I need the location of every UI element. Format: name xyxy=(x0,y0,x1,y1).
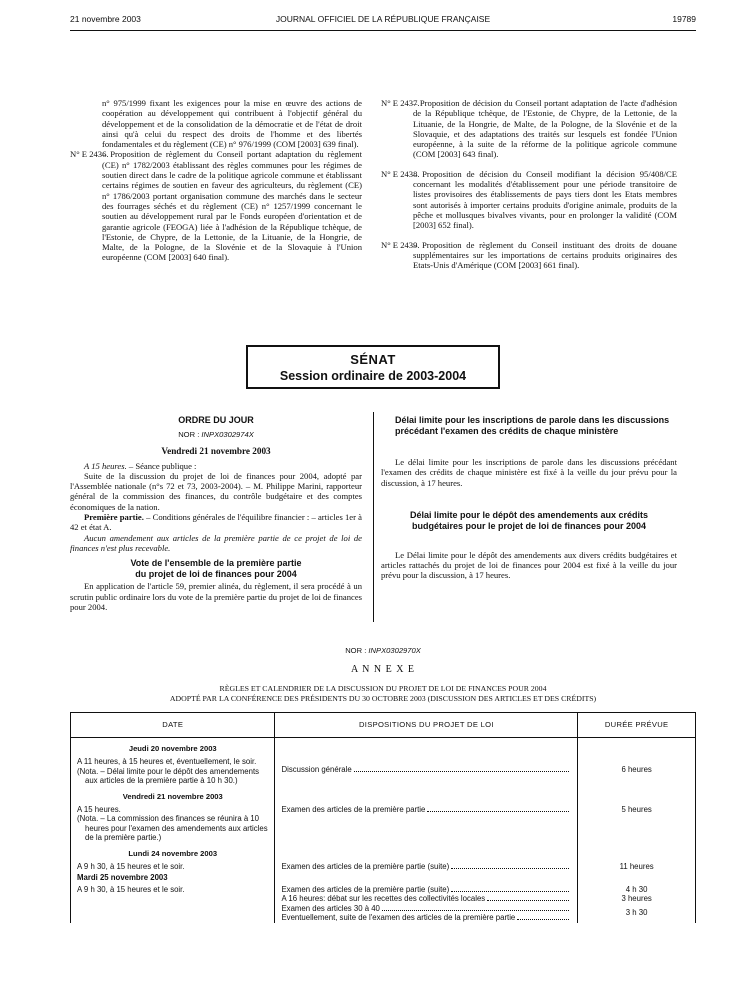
item-text: – Proposition de règlement du Conseil portant adaptation du règlement (CE) n° 1782/2003 établissant des règles communes pour les régimes de soutien direct dans le cadre de la politique agricole commune et établissant certains régimes de soutien en faveur des agriculteurs, du règlement (CE) n° 1786/2003 portant organisation commune des marchés dans le secteur des fourrages séchés et du règlement (CE) n° 1257/1999 concernant le soutien au développement rural par le Fonds européen d'orientation et de garantie agricole (FEOGA) liée à l'adhésion de la République tchèque, de l'Estonie, de Chypre, de la Lettonie, de la Lituanie, de la Hongrie, de Malte, de la Pologne, de la Slovénie et de la Slovaquie à l'Union européenne (COM [2003] 640 final). xyxy=(102,149,362,263)
column-divider xyxy=(373,412,374,622)
table-header-row xyxy=(71,713,696,738)
date-cell: A 9 h 30, à 15 heures et le soir. xyxy=(71,858,275,871)
annexe-subtitle-line-2: ADOPTÉ PAR LA CONFÉRENCE DES PRÉSIDENTS DU 30 OCTOBRE 2003 (DISCUSSION DES ARTICLES ET DES CRÉDITS) xyxy=(169,694,597,703)
header-dispositions: DISPOSITIONS DU PROJET DE LOI xyxy=(275,713,578,738)
top-left-column xyxy=(70,98,362,272)
part-text: – Conditions générales de l'équilibre financier : – articles 1er à 42 et état A. xyxy=(70,512,362,533)
list-item xyxy=(381,98,677,160)
amendment-note: Aucun amendement aux articles de la première partie de ce projet de loi de finances n'est plus recevable. xyxy=(70,532,362,553)
item-text: – Proposition de règlement du Conseil instituant des droits de douane supplémentaires sur les importations de certains produits originaires des Etats-Unis d'Amérique (COM [2003] 661 final). xyxy=(413,239,677,271)
date-cell: A 9 h 30, à 15 heures et le soir. xyxy=(71,883,275,923)
time-text: A 11 heures, à 15 heures et, éventuellement, le soir. xyxy=(77,757,257,767)
delai-section xyxy=(381,415,677,581)
seance-line xyxy=(70,461,362,471)
table-row xyxy=(71,738,696,754)
continued-item-text: n° 975/1999 fixant les exigences pour la mise en œuvre des actions de coopération au développement qui contribuent à l'objectif général du développement et de la consolidation de la démocratie et de l'état de droit ainsi qu'à celui du respect des droits de l'homme et des libertés fondamentales et du règlement (CE) n° 976/1999 (COM [2003] 639 final). xyxy=(102,98,362,150)
duration-text: 4 h 30 xyxy=(625,884,648,894)
table-row xyxy=(71,883,696,923)
delai-title-2: Délai limite pour le dépôt des amendements aux crédits budgétaires pour le projet de loi de finances pour 2004 xyxy=(409,509,649,531)
senat-title-box xyxy=(246,345,500,389)
page-number: 19789 xyxy=(672,14,696,24)
day-label: Lundi 24 novembre 2003 xyxy=(71,843,275,858)
part-line xyxy=(70,512,362,533)
table-row xyxy=(71,753,696,785)
date-cell xyxy=(71,801,275,843)
duration-text: 3 heures xyxy=(621,894,652,904)
session-title: Session ordinaire de 2003-2004 xyxy=(279,369,467,383)
ordre-title: ORDRE DU JOUR xyxy=(178,415,254,425)
table-row xyxy=(71,786,696,801)
disposition-cell xyxy=(275,883,578,923)
disposition-text: Examen des articles de la première partie (suite) xyxy=(281,884,450,894)
disposition-cell xyxy=(275,801,578,843)
table-row xyxy=(71,871,696,882)
annexe-title: A N N E X E xyxy=(350,664,416,675)
nor-label: NOR : xyxy=(178,430,202,439)
nota-text: (Nota. – Délai limite pour le dépôt des amendements aux articles de la première partie à 10 h 30.) xyxy=(77,766,260,786)
ordre-du-jour-section xyxy=(70,415,362,612)
item-text: – Proposition de décision du Conseil portant adaptation de l'acte d'adhésion de la République tchèque, de l'Estonie, de Chypre, de la Lettonie, de la Lituanie, de la Hongrie, de Malte, de la Pologne, de la Slovénie et de la Slovaquie, et des adaptations des traités sur lesquels est fondée l'Union européenne, à la suite de la réforme de la politique agricole commune (COM [2003] 643 final). xyxy=(413,98,677,160)
item-number: N° E 2437. xyxy=(381,98,420,108)
list-item xyxy=(381,169,677,231)
annexe-subtitle-line-1: RÈGLES ET CALENDRIER DE LA DISCUSSION DU PROJET DE LOI DE FINANCES POUR 2004 xyxy=(219,684,547,693)
vote-title-line-2: du projet de loi de finances pour 2004 xyxy=(135,569,297,580)
table-row xyxy=(71,858,696,871)
header-duree: DURÉE PRÉVUE xyxy=(578,713,696,738)
duration-cell: 6 heures xyxy=(578,753,696,785)
item-text: – Proposition de décision du Conseil modifiant la décision 95/408/CE concernant les modalités d'établissement pour une période transitoire de listes provisoires des établissements de pays tiers dont les Etats membres sont autorisés à importer certains produits d'origine animale, produits de la pêche et mollusques bivalves vivants, pour en prolonger la validité (COM [2003] 652 final). xyxy=(413,168,677,231)
item-number: N° E 2438. xyxy=(381,168,420,179)
date-cell xyxy=(71,753,275,785)
item-number: N° E 2439. xyxy=(381,239,420,250)
table-row xyxy=(71,843,696,858)
seance-body: Suite de la discussion du projet de loi de finances pour 2004, adopté par l'Assemblée nationale (n°s 72 et 73, 2003-2004). – M. Philippe Marini, rapporteur général de la commission des finances, du contrôle budgétaire et des comptes économiques de la nation. xyxy=(70,470,362,512)
senat-title: SÉNAT xyxy=(350,352,396,367)
disposition-text: Examen des articles de la première partie xyxy=(281,805,426,815)
delai-text-1: Le délai limite pour les inscriptions de parole dans les discussions précédant l'examen des crédits de chaque ministère est fixé à la veille du jour prévu pour la discussion, à 17 heures. xyxy=(381,457,677,488)
disposition-text: Examen des articles de la première partie (suite) xyxy=(281,862,450,872)
disposition-text: A 16 heures: débat sur les recettes des collectivités locales xyxy=(281,894,486,904)
disposition-text: Eventuellement, suite de l'examen des articles de la première partie xyxy=(281,913,516,923)
day-label: Vendredi 21 novembre 2003 xyxy=(71,786,275,801)
list-item xyxy=(70,149,362,262)
annexe-nor-code: INPX0302970X xyxy=(368,646,421,655)
table-row xyxy=(71,801,696,843)
item-number: N° E 2436. xyxy=(70,149,109,160)
header-date: 21 novembre 2003 xyxy=(70,14,141,24)
nor-reference xyxy=(70,430,362,440)
annexe-nor-label: NOR : xyxy=(345,646,369,655)
seance-time: A 15 heures. xyxy=(84,460,127,471)
disposition-text: Discussion générale xyxy=(281,765,352,775)
journal-title: JOURNAL OFFICIEL DE LA RÉPUBLIQUE FRANÇAISE xyxy=(275,14,491,24)
session-day: Vendredi 21 novembre 2003 xyxy=(161,446,271,457)
time-text: A 15 heures. xyxy=(77,805,121,815)
duration-cell xyxy=(578,883,696,923)
nor-code: INPX0302974X xyxy=(201,430,254,439)
vote-text: En application de l'article 59, premier alinéa, du règlement, il sera procédé à un scrutin public ordinaire lors du vote de la première partie du projet de loi de finances pour 2004. xyxy=(70,581,362,612)
header-rule xyxy=(70,30,696,31)
disposition-cell xyxy=(275,753,578,785)
seance-label: – Séance publique : xyxy=(126,460,197,471)
nota-text: (Nota. – La commission des finances se réunira à 10 heures pour l'examen des amendements aux articles de la première partie.) xyxy=(77,814,268,843)
duration-cell: 11 heures xyxy=(578,858,696,871)
part-label: Première partie. xyxy=(84,512,144,523)
vote-title-line-1: Vote de l'ensemble de la première partie xyxy=(130,558,302,569)
header-date: DATE xyxy=(71,713,275,738)
list-item xyxy=(381,240,677,271)
running-header xyxy=(70,14,696,28)
disposition-text: Examen des articles 30 à 40 xyxy=(281,903,380,913)
day-label-left xyxy=(71,871,275,882)
disposition-cell xyxy=(275,858,578,871)
annexe-subtitle xyxy=(70,684,696,704)
day-label: Jeudi 20 novembre 2003 xyxy=(71,738,275,754)
day-label: Mardi 25 novembre 2003 xyxy=(77,873,168,883)
annexe-nor-reference xyxy=(70,646,696,655)
duration-cell: 5 heures xyxy=(578,801,696,843)
duration-text: 3 h 30 xyxy=(625,907,648,917)
schedule-table xyxy=(70,712,696,923)
top-right-column xyxy=(381,98,677,279)
delai-title-1: Délai limite pour les inscriptions de parole dans les discussions précédant l'examen des crédits de chaque ministère xyxy=(395,415,670,436)
vote-title xyxy=(70,558,362,580)
delai-text-2: Le Délai limite pour le dépôt des amendements aux divers crédits budgétaires et articles rattachés du projet de loi de finances pour 2004 est fixé à la veille du jour prévu pour la discussion, à 17 heures. xyxy=(381,549,677,581)
